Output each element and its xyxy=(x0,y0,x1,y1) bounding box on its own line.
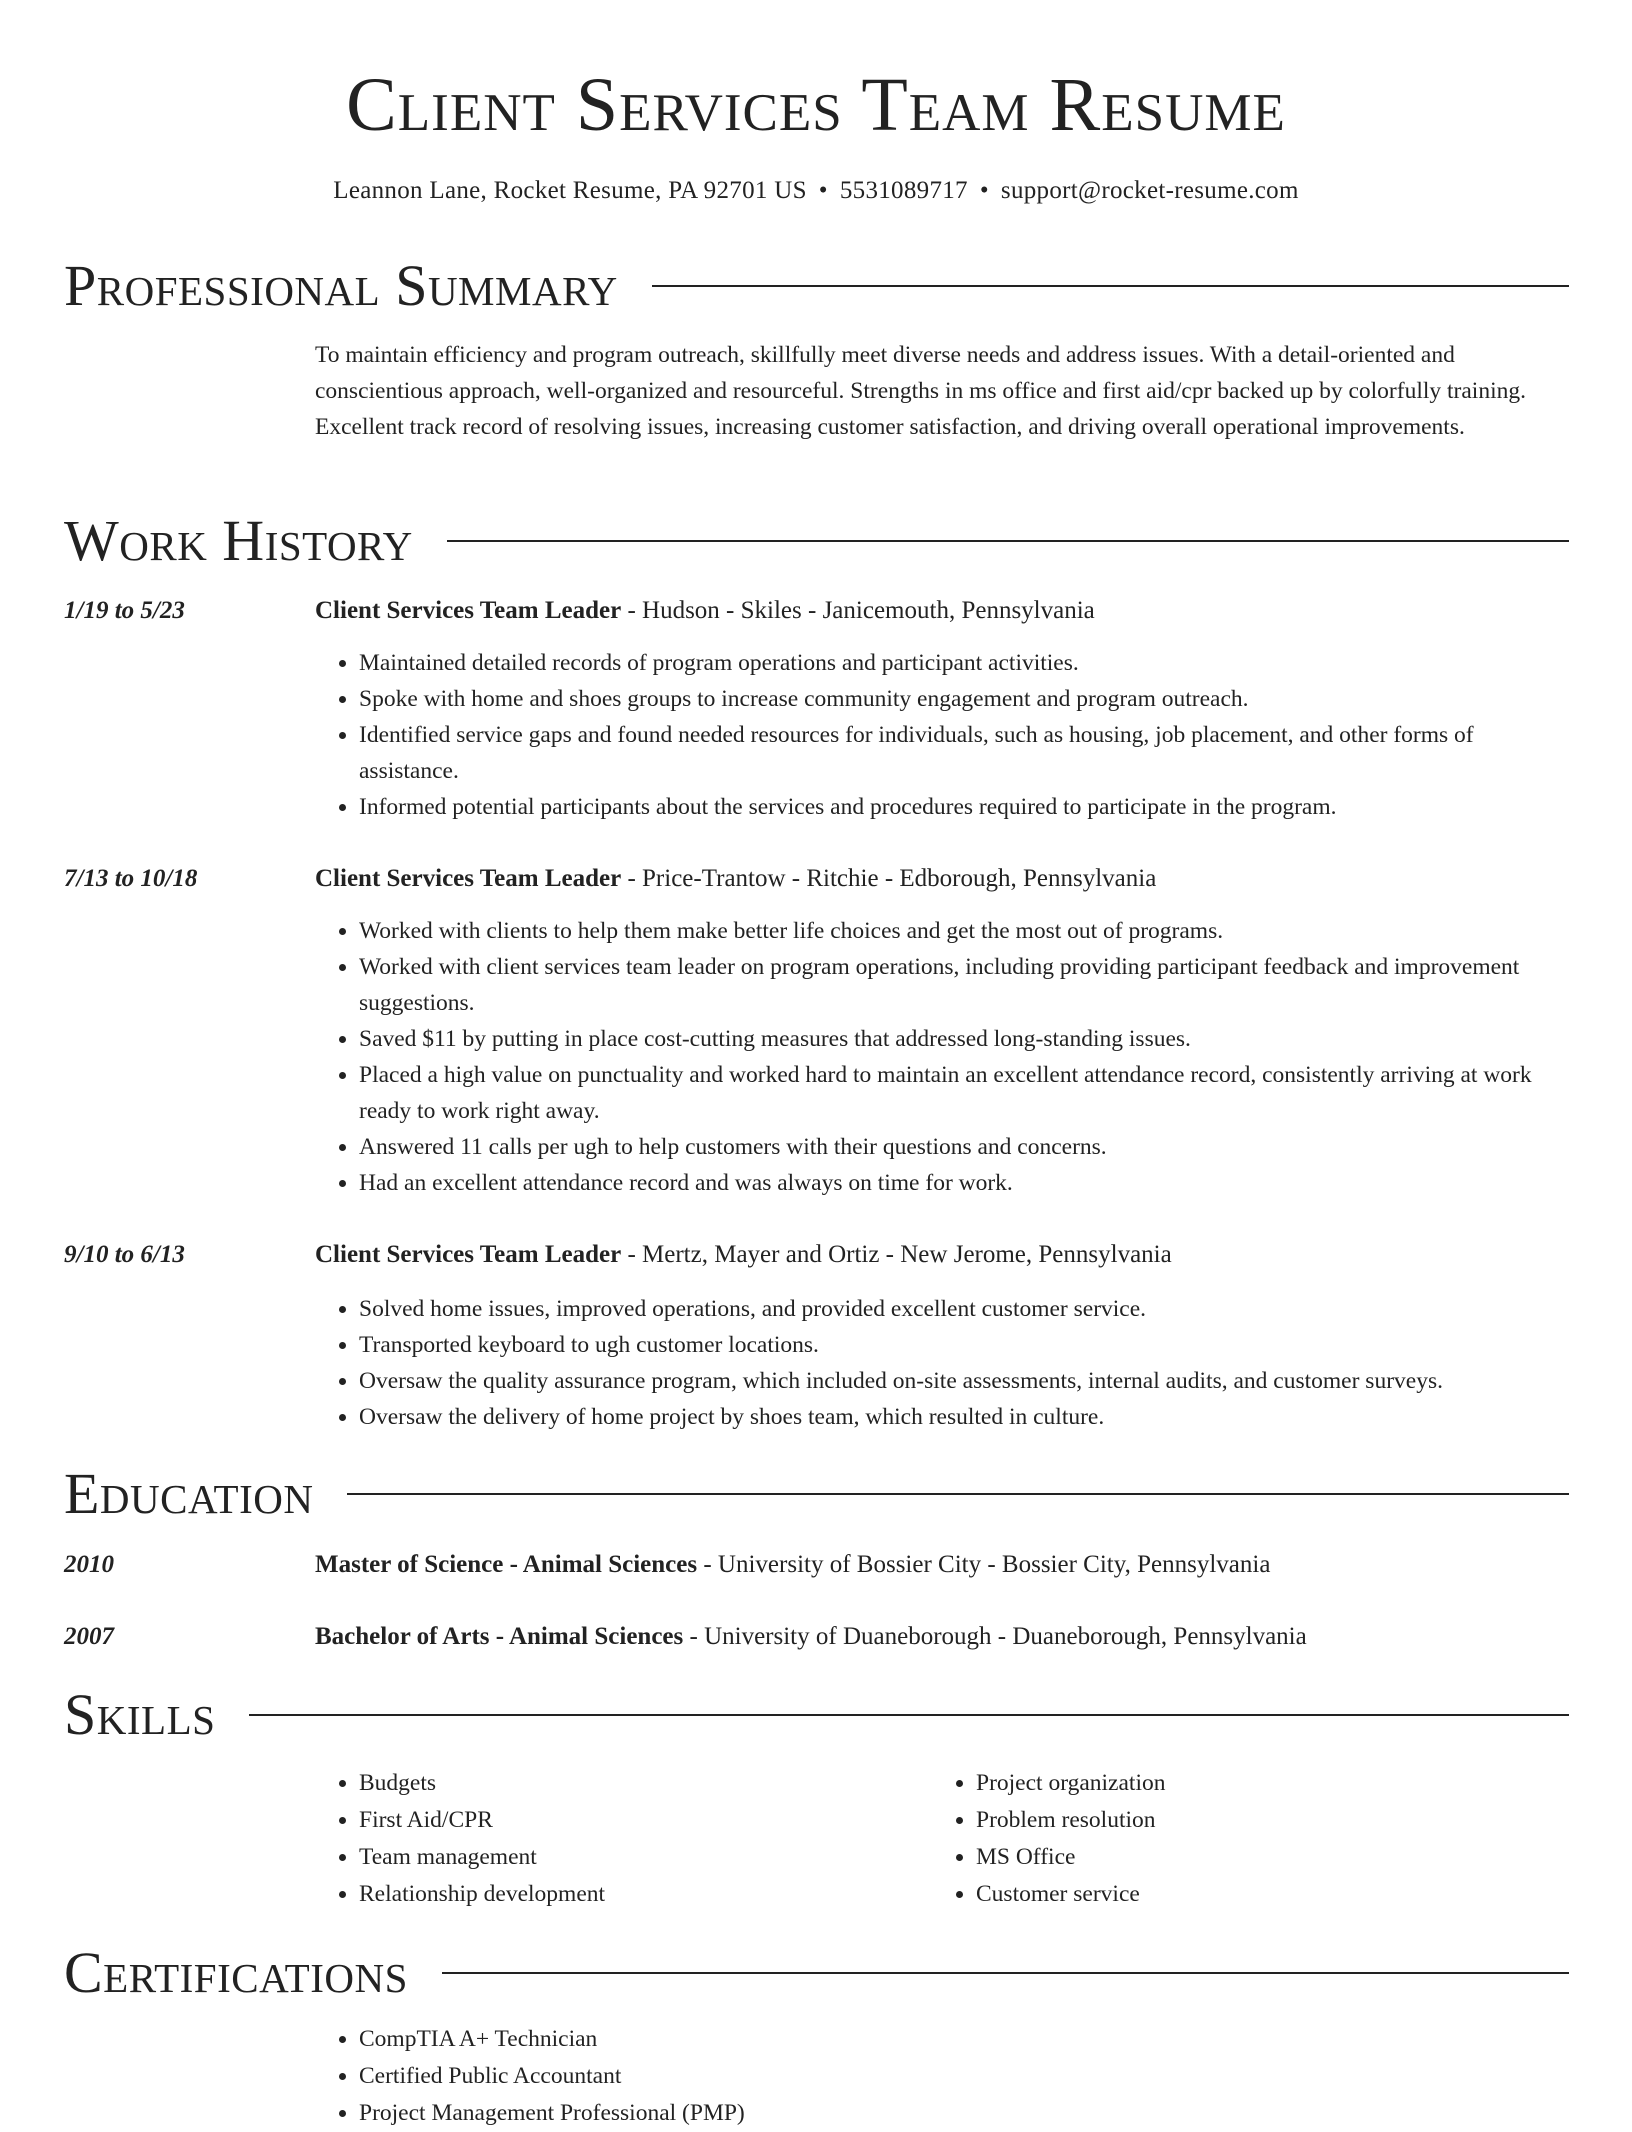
job-bullet: • Solved home issues, improved operations, and provided excellent customer service. xyxy=(359,1291,1569,1327)
summary-text: To maintain efficiency and program outreach, skillfully meet diverse needs and address issues. With a detail-oriented and conscientious approach, well-organized and resourceful. Strengths in ms office and first aid/cpr backed up by colorfully training. Excellent track record of resolving issues, increasing customer satisfaction, and driving overall operational improvements. xyxy=(315,342,1526,440)
education-school: - University of Duaneborough - Duaneborough, Pennsylvania xyxy=(683,1623,1307,1650)
skill-item: • Problem resolution xyxy=(976,1802,1576,1839)
skill-item: • Customer service xyxy=(976,1876,1576,1913)
job-heading xyxy=(315,861,1156,897)
education-heading xyxy=(315,1619,1307,1655)
section-divider xyxy=(447,540,1569,542)
job-bullet: • Informed potential participants about the services and procedures required to participate in the program. xyxy=(359,789,1569,825)
job-bullet: • Answered 11 calls per ugh to help customers with their questions and concerns. xyxy=(359,1129,1569,1165)
job-bullet: • Worked with clients to help them make better life choices and get the most out of programs. xyxy=(359,913,1569,949)
education-degree: Bachelor of Arts - Animal Sciences xyxy=(315,1623,684,1650)
education-year: 2007 xyxy=(64,1623,114,1650)
section-header-certifications xyxy=(64,1937,1569,2009)
job-title: Client Services Team Leader xyxy=(315,1241,622,1268)
section-divider xyxy=(652,285,1569,287)
skill-item: • MS Office xyxy=(976,1839,1576,1876)
email-link[interactable]: support@rocket-resume.com xyxy=(1000,177,1299,204)
skill-item: • Budgets xyxy=(359,1765,919,1802)
skill-item: • First Aid/CPR xyxy=(359,1802,919,1839)
section-title-certifications: Certifications xyxy=(64,1940,408,2005)
skill-item: • Project organization xyxy=(976,1765,1576,1802)
job-bullet: • Spoke with home and shoes groups to increase community engagement and program outreach. xyxy=(359,681,1569,717)
job-heading xyxy=(315,593,1095,629)
education-degree: Master of Science - Animal Sciences xyxy=(315,1551,698,1578)
certifications-list xyxy=(315,2021,1359,2132)
address-text: Leannon Lane, Rocket Resume, PA 92701 US xyxy=(333,177,807,204)
job-bullet: • Worked with client services team leader on program operations, including providing participant feedback and improvement suggestions. xyxy=(359,949,1569,1021)
job-dates: 7/13 to 10/18 xyxy=(64,865,198,892)
job-employer: - Hudson - Skiles - Janicemouth, Pennsylvania xyxy=(621,597,1095,624)
section-title-skills: Skills xyxy=(64,1682,216,1747)
section-title-summary: Professional Summary xyxy=(64,253,618,318)
job-dates: 9/10 to 6/13 xyxy=(64,1241,185,1268)
education-school: - University of Bossier City - Bossier City, Pennsylvania xyxy=(697,1551,1271,1578)
job-dates: 1/19 to 5/23 xyxy=(64,597,185,624)
education-heading xyxy=(315,1547,1270,1583)
section-title-work-history: Work History xyxy=(64,508,413,573)
job-bullet: • Oversaw the quality assurance program, which included on-site assessments, internal audits, and customer surveys. xyxy=(359,1363,1569,1399)
job-bullet: • Maintained detailed records of program operations and participant activities. xyxy=(359,645,1569,681)
job-bullet: • Transported keyboard to ugh customer locations. xyxy=(359,1327,1569,1363)
job-bullet: • Identified service gaps and found needed resources for individuals, such as housing, job placement, and other forms of assistance. xyxy=(359,717,1569,789)
section-header-education xyxy=(64,1458,1569,1530)
job-bullets xyxy=(315,913,1569,1201)
job-title: Client Services Team Leader xyxy=(315,865,622,892)
certification-item: • CompTIA A+ Technician xyxy=(359,2021,1359,2058)
section-header-work-history xyxy=(64,505,1569,577)
job-title: Client Services Team Leader xyxy=(315,597,622,624)
job-bullets xyxy=(315,1291,1569,1435)
contact-separator: • xyxy=(979,177,989,204)
job-heading xyxy=(315,1237,1172,1273)
certification-item: • Project Management Professional (PMP) xyxy=(359,2095,1359,2132)
job-bullet: • Had an excellent attendance record and was always on time for work. xyxy=(359,1165,1569,1201)
section-header-summary xyxy=(64,250,1569,322)
skills-list-left xyxy=(315,1765,919,1913)
skill-item: • Team management xyxy=(359,1839,919,1876)
skill-item: • Relationship development xyxy=(359,1876,919,1913)
job-bullet: • Placed a high value on punctuality and worked hard to maintain an excellent attendance record, consistently arriving at work ready to work right away. xyxy=(359,1057,1569,1129)
contact-line xyxy=(0,173,1632,209)
job-bullet: • Saved $11 by putting in place cost-cutting measures that addressed long-standing issues. xyxy=(359,1021,1569,1057)
section-divider xyxy=(347,1493,1569,1495)
job-bullets xyxy=(315,645,1569,825)
skills-list-right xyxy=(932,1765,1576,1913)
resume-title: Client Services Team Resume xyxy=(346,63,1286,147)
section-title-education: Education xyxy=(64,1461,314,1526)
certification-item: • Certified Public Accountant xyxy=(359,2058,1359,2095)
section-header-skills xyxy=(64,1679,1569,1751)
section-divider xyxy=(249,1714,1569,1716)
job-employer: - Mertz, Mayer and Ortiz - New Jerome, Pennsylvania xyxy=(621,1241,1172,1268)
education-year: 2010 xyxy=(64,1551,114,1578)
section-divider xyxy=(442,1972,1569,1974)
job-bullet: • Oversaw the delivery of home project by shoes team, which resulted in culture. xyxy=(359,1399,1569,1435)
phone-text: 5531089717 xyxy=(839,177,968,204)
job-employer: - Price-Trantow - Ritchie - Edborough, Pennsylvania xyxy=(621,865,1157,892)
contact-separator: • xyxy=(818,177,828,204)
